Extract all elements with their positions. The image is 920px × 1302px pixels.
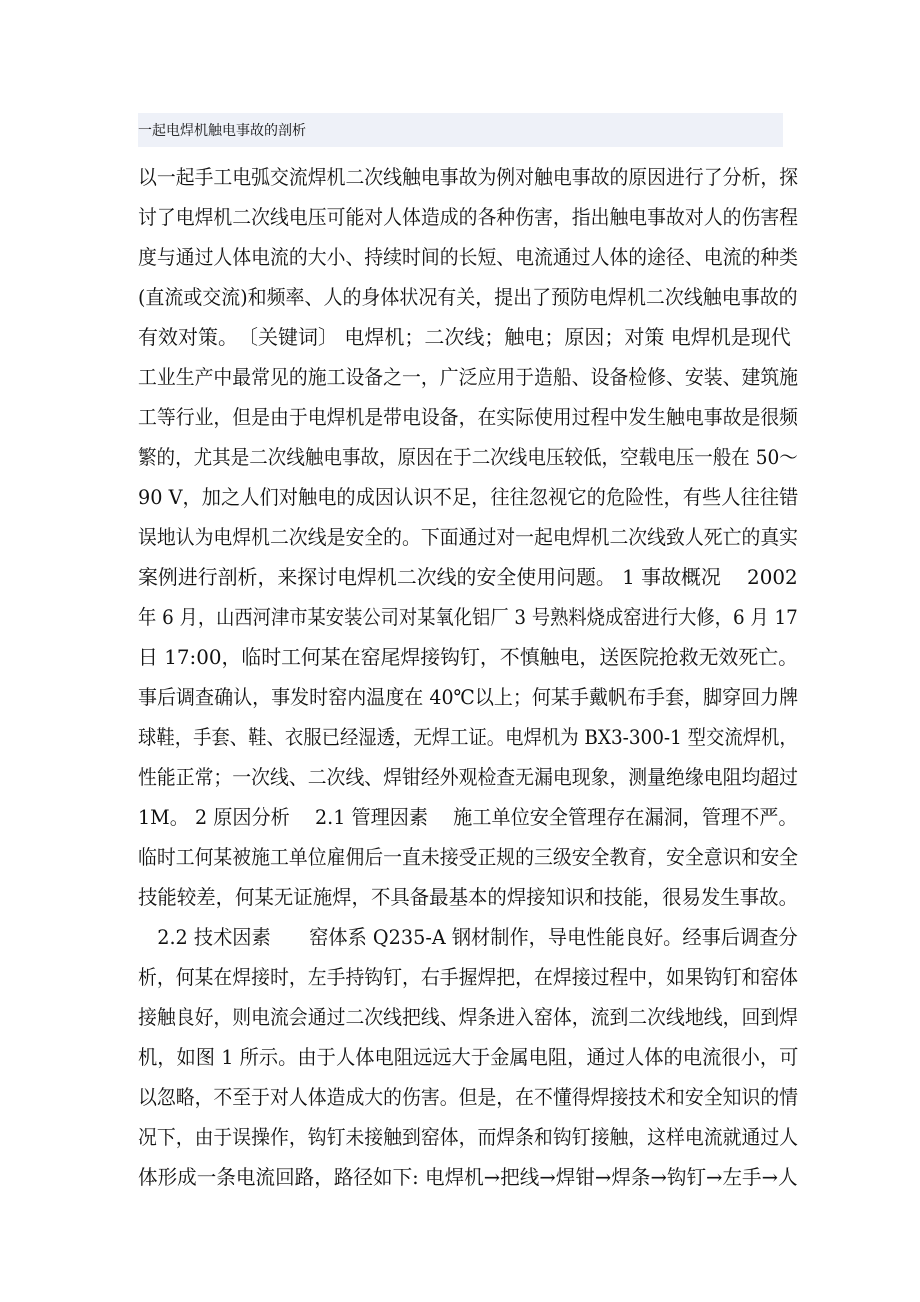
body-line: 析，何某在焊接时，左手持钩钉，右手握焊把，在焊接过程中，如果钩钉和窑体 bbox=[138, 965, 799, 989]
title-bar bbox=[138, 113, 783, 147]
body-line: 技能较差，何某无证施焊，不具备最基本的焊接知识和技能，很易发生事故。 bbox=[138, 885, 799, 909]
body-line: 工等行业，但是由于电焊机是带电设备，在实际使用过程中发生触电事故是很频 bbox=[138, 405, 799, 429]
body-line: 机，如图 1 所示。由于人体电阻远远大于金属电阻，通过人体的电流很小，可 bbox=[138, 1045, 799, 1069]
body-line: 误地认为电焊机二次线是安全的。下面通过对一起电焊机二次线致人死亡的真实 bbox=[138, 525, 799, 549]
document-body bbox=[138, 157, 798, 1197]
body-line: 以忽略，不至于对人体造成大的伤害。但是，在不懂得焊接技术和安全知识的情 bbox=[138, 1085, 799, 1109]
body-line: 工业生产中最常见的施工设备之一，广泛应用于造船、设备检修、安装、建筑施 bbox=[138, 365, 799, 389]
body-line: 度与通过人体电流的大小、持续时间的长短、电流通过人体的途径、电流的种类 bbox=[138, 245, 799, 269]
body-line: 性能正常；一次线、二次线、焊钳经外观检查无漏电现象，测量绝缘电阻均超过 bbox=[138, 765, 799, 789]
body-line: 2.2 技术因素 窑体系 Q235-A 钢材制作，导电性能良好。经事后调查分 bbox=[138, 925, 798, 949]
document-title: 一起电焊机触电事故的剖析 bbox=[138, 123, 306, 139]
body-line: 事后调查确认，事发时窑内温度在 40℃以上；何某手戴帆布手套，脚穿回力牌 bbox=[138, 685, 799, 709]
body-line: 90 V，加之人们对触电的成因认识不足，往往忽视它的危险性，有些人往往错 bbox=[138, 485, 799, 509]
body-line: 况下，由于误操作，钩钉未接触到窑体，而焊条和钩钉接触，这样电流就通过人 bbox=[138, 1125, 799, 1149]
body-line: 以一起手工电弧交流焊机二次线触电事故为例对触电事故的原因进行了分析，探 bbox=[138, 165, 799, 189]
body-line: (直流或交流)和频率、人的身体状况有关，提出了预防电焊机二次线触电事故的 bbox=[138, 285, 798, 309]
body-line: 年 6 月，山西河津市某安装公司对某氧化铝厂 3 号熟料烧成窑进行大修，6 月 17 bbox=[138, 605, 798, 629]
body-line: 讨了电焊机二次线电压可能对人体造成的各种伤害，指出触电事故对人的伤害程 bbox=[138, 205, 799, 229]
body-line: 体形成一条电流回路，路径如下: 电焊机→把线→焊钳→焊条→钩钉→左手→人 bbox=[138, 1165, 798, 1189]
body-line: 繁的，尤其是二次线触电事故，原因在于二次线电压较低，空载电压一般在 50～ bbox=[138, 445, 798, 469]
body-line: 1M。 2 原因分析 2.1 管理因素 施工单位安全管理存在漏洞，管理不严。 bbox=[138, 805, 798, 829]
body-line: 临时工何某被施工单位雇佣后一直未接受正规的三级安全教育，安全意识和安全 bbox=[138, 845, 799, 869]
body-line: 日 17:00，临时工何某在窑尾焊接钩钉，不慎触电，送医院抢救无效死亡。 bbox=[138, 645, 799, 669]
body-line: 案例进行剖析，来探讨电焊机二次线的安全使用问题。 1 事故概况 2002 bbox=[138, 565, 798, 589]
body-line: 接触良好，则电流会通过二次线把线、焊条进入窑体，流到二次线地线，回到焊 bbox=[138, 1005, 799, 1029]
body-line: 有效对策。 〔关键词〕 电焊机；二次线；触电；原因；对策 电焊机是现代 bbox=[138, 325, 791, 349]
body-line: 球鞋，手套、鞋、衣服已经湿透，无焊工证。电焊机为 BX3-300-1 型交流焊机， bbox=[138, 725, 798, 749]
